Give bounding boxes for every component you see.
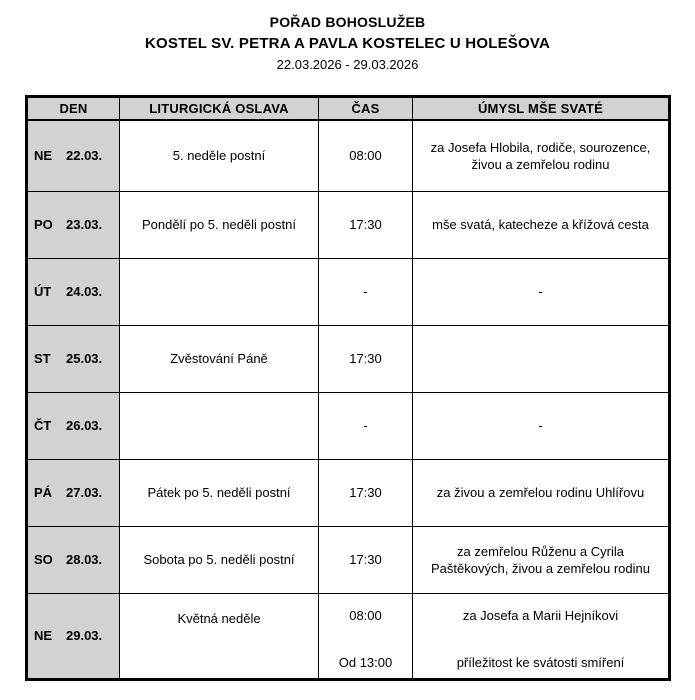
document-title: POŘAD BOHOSLUŽEB xyxy=(269,14,426,30)
table-row xyxy=(27,120,670,191)
column-header-den: DEN xyxy=(27,97,120,121)
header-row xyxy=(27,97,670,121)
intention-cell: za zemřelou Růženu a Cyrila Paštěkových, živou a zemřelou rodinu xyxy=(413,526,670,593)
celebration-cell: Pátek po 5. neděli postní xyxy=(120,459,319,526)
church-name: KOSTEL SV. PETRA A PAVLA KOSTELEC U HOLEŠOVA xyxy=(145,35,550,52)
time-cell xyxy=(319,593,413,679)
day-date: 28.03. xyxy=(66,552,103,567)
table-row xyxy=(27,325,670,392)
celebration-cell: 5. neděle postní xyxy=(120,120,319,191)
day-abbr: ST xyxy=(34,351,51,366)
time-cell: 08:00 xyxy=(319,120,413,191)
day-cell xyxy=(27,325,120,392)
time-cell: 17:30 xyxy=(319,459,413,526)
schedule-table-body xyxy=(27,120,670,679)
celebration-cell: Pondělí po 5. neděli postní xyxy=(120,191,319,258)
intention-cell: mše svatá, katecheze a křížová cesta xyxy=(413,191,670,258)
day-cell xyxy=(27,593,120,679)
day-cell xyxy=(27,191,120,258)
table-row xyxy=(27,593,670,679)
intention-cell: za živou a zemřelou rodinu Uhlířovu xyxy=(413,459,670,526)
column-header-cas: ČAS xyxy=(319,97,413,121)
time-cell: 17:30 xyxy=(319,191,413,258)
day-date: 29.03. xyxy=(66,628,103,643)
day-abbr: ÚT xyxy=(34,284,52,299)
day-abbr: PO xyxy=(34,217,53,232)
day-abbr: NE xyxy=(34,148,53,164)
column-header-umysl: ÚMYSL MŠE SVATÉ xyxy=(413,97,670,121)
day-date: 23.03. xyxy=(66,217,103,232)
intention-cell: - xyxy=(413,392,670,459)
celebration-cell: Sobota po 5. neděli postní xyxy=(120,526,319,593)
table-row xyxy=(27,392,670,459)
day-abbr: NE xyxy=(34,628,53,643)
time-line-2: Od 13:00 xyxy=(338,654,393,670)
day-abbr: ČT xyxy=(34,418,52,433)
intention-cell xyxy=(413,325,670,392)
day-date: 26.03. xyxy=(66,418,103,433)
day-cell xyxy=(27,120,120,191)
intention-cell xyxy=(413,593,670,679)
date-range: 22.03.2026 - 29.03.2026 xyxy=(276,57,419,72)
celebration-cell xyxy=(120,258,319,325)
table-row xyxy=(27,191,670,258)
time-cell: 17:30 xyxy=(319,325,413,392)
celebration-cell: Květná neděle xyxy=(120,593,319,679)
day-cell xyxy=(27,459,120,526)
celebration-cell: Zvěstování Páně xyxy=(120,325,319,392)
day-cell xyxy=(27,526,120,593)
celebration-cell xyxy=(120,392,319,459)
document-header xyxy=(0,0,695,75)
day-date: 22.03. xyxy=(66,148,103,164)
time-line-1: 08:00 xyxy=(349,607,382,623)
intention-line-2: příležitost ke svátosti smíření xyxy=(456,654,625,670)
time-cell: - xyxy=(319,258,413,325)
day-abbr: PÁ xyxy=(34,485,53,500)
intention-stack xyxy=(413,594,668,678)
schedule-table xyxy=(25,95,671,681)
day-date: 27.03. xyxy=(66,485,103,500)
intention-cell: - xyxy=(413,258,670,325)
table-row xyxy=(27,258,670,325)
day-date: 24.03. xyxy=(66,284,103,299)
column-header-liturgicka-oslava: LITURGICKÁ OSLAVA xyxy=(120,97,319,121)
day-abbr: SO xyxy=(34,552,53,567)
day-date: 25.03. xyxy=(66,351,103,366)
day-cell xyxy=(27,258,120,325)
intention-cell: za Josefa Hlobila, rodiče, sourozence, živou a zemřelou rodinu xyxy=(413,120,670,191)
table-row xyxy=(27,459,670,526)
day-cell xyxy=(27,392,120,459)
time-cell: 17:30 xyxy=(319,526,413,593)
time-cell: - xyxy=(319,392,413,459)
intention-line-1: za Josefa a Marii Hejníkovi xyxy=(462,607,619,623)
table-row xyxy=(27,526,670,593)
time-stack xyxy=(319,594,412,678)
